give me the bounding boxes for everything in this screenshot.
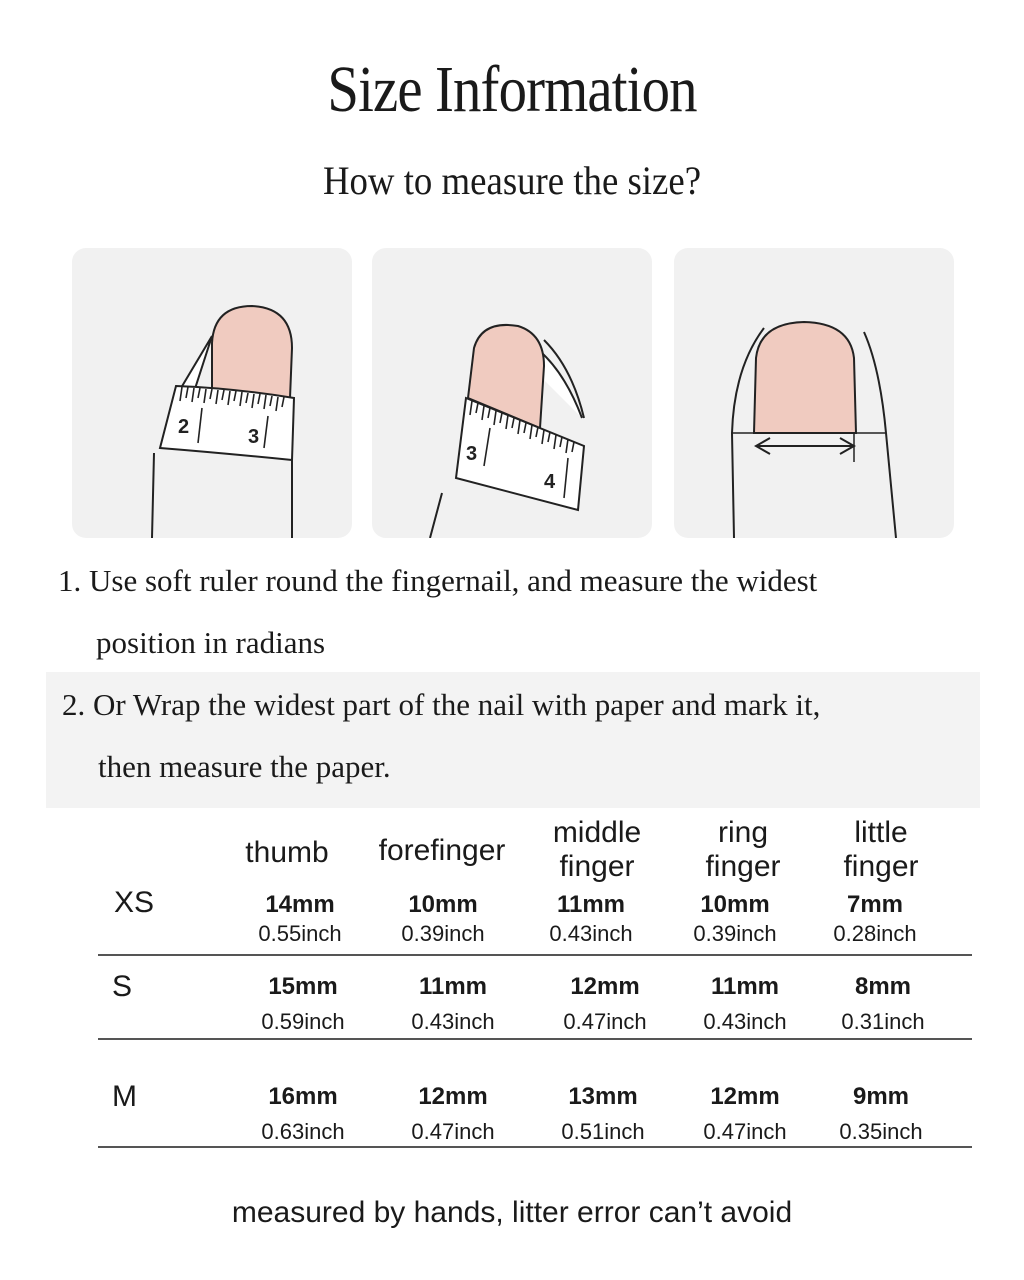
instruction-step-1-line-1: 1. Use soft ruler round the fingernail, and measure the widest [58,563,818,598]
table-cell: 16mm 0.63inch [261,1083,345,1144]
footer-note: measured by hands, litter error can’t avoid [231,1196,793,1229]
table-cell: 11mm 0.43inch [411,973,495,1034]
instruction-step-2-line-1: 2. Or Wrap the widest part of the nail with paper and mark it, [62,687,821,722]
illustration-ruler-front [72,248,352,538]
finger-ruler-front-icon [72,248,352,538]
row-label-xs: XS [114,886,155,919]
column-header-thumb: thumb [245,836,329,869]
column-header-ring-finger: ring finger [705,816,781,883]
table-cell: 13mm 0.51inch [561,1083,645,1144]
table-cell: 15mm 0.59inch [261,973,345,1034]
table-divider [98,1038,972,1040]
table-divider [98,954,972,956]
table-cell: 14mm 0.55inch [258,891,342,946]
column-header-forefinger: forefinger [378,834,506,867]
illustration-ruler-angle [372,248,652,538]
column-header-middle-finger: middle finger [552,816,642,883]
instruction-step-1 [58,550,988,674]
table-cell: 12mm 0.47inch [411,1083,495,1144]
table-cell: 7mm 0.28inch [833,891,917,946]
finger-ruler-angle-icon [372,248,652,538]
page-title: Size Information [327,53,697,126]
illustration-width-arrow [674,248,954,538]
ruler-mark-2: 2 [178,416,190,438]
instruction-step-2 [62,674,982,798]
table-cell: 9mm 0.35inch [839,1083,923,1144]
ruler-mark-3: 3 [248,426,260,448]
table-cell: 11mm 0.43inch [549,891,633,946]
table-cell: 8mm 0.31inch [841,973,925,1034]
width-arrow-icon [674,248,954,538]
table-cell: 12mm 0.47inch [703,1083,787,1144]
table-divider [98,1146,972,1148]
ruler-mark-3: 3 [466,443,478,465]
table-cell: 11mm 0.43inch [703,973,787,1034]
ruler-mark-4: 4 [544,471,556,493]
table-cell: 12mm 0.47inch [563,973,647,1034]
column-header-little-finger: little finger [843,816,919,883]
table-cell: 10mm 0.39inch [401,891,485,946]
instruction-step-1-line-2: position in radians [96,625,326,660]
table-cell: 10mm 0.39inch [693,891,777,946]
row-label-m: M [112,1080,137,1113]
instruction-step-2-line-2: then measure the paper. [98,749,391,784]
page-subtitle: How to measure the size? [322,158,702,203]
row-label-s: S [112,970,133,1003]
